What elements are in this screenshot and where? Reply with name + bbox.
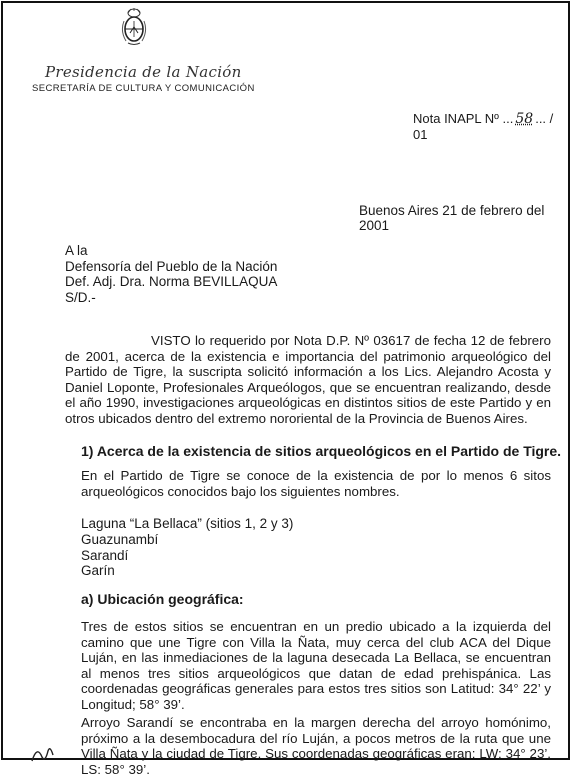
list-item: Guazunambí	[81, 531, 159, 547]
addressee-line: Defensoría del Pueblo de la Nación	[65, 258, 278, 274]
note-dots-before: ...	[502, 111, 514, 126]
location-paragraph-2: Arroyo Sarandí se encontraba en la margen derecha del arroyo homónimo, próximo a la desembocadura del río Luján, a pocos metros de la ruta que une Villa Ñata y la ciudad de Tigre. Sus coordenadas geográficas eran; LW; 34° 23’, LS: 58° 39’.	[81, 715, 551, 777]
note-dots-after: ... / 01	[413, 111, 554, 142]
note-reference	[413, 111, 568, 142]
section-1-paragraph: En el Partido de Tigre se conoce de la existencia de por lo menos 6 sitos arqueológicos conocidos bajo los siguientes nombres.	[81, 468, 551, 499]
addressee-line: Def. Adj. Dra. Norma BEVILLAQUA	[65, 274, 278, 289]
letterhead-subtitle: SECRETARÍA DE CULTURA Y COMUNICACIÓN	[32, 83, 255, 94]
addressee-line: S/D.-	[65, 289, 96, 305]
sites-list	[81, 516, 293, 579]
list-item: Garín	[81, 563, 115, 579]
location-paragraph-1: Tres de estos sitios se encuentran en un predio ubicado a la izquierda del camino que une Tigre con Villa la Ñata, muy cerca del club ACA del Dique Luján, en las inmediaciones de la laguna desecada La Bellaca, se encuentran al menos tres sitios arqueológicos que datan de edad prehispánica. Las coordenadas geográficas generales para estos tres sitios son Latitud: 34° 22’ y Longitud; 58° 39’.	[81, 619, 551, 712]
signature-mark-icon	[29, 739, 69, 765]
letterhead-title: Presidencia de la Nación	[45, 63, 242, 81]
letter-date: Buenos Aires 21 de febrero del 2001	[359, 203, 545, 233]
list-item: Sarandí	[81, 547, 129, 563]
subsection-a-heading: a) Ubicación geográfica:	[81, 591, 244, 607]
addressee-block	[65, 243, 277, 305]
coat-of-arms-icon	[119, 7, 149, 47]
note-prefix: Nota INAPL Nº	[413, 111, 503, 126]
section-1-heading: 1) Acerca de la existencia de sitios arqueológicos en el Partido de Tigre.	[81, 443, 562, 459]
note-number: 58	[515, 111, 534, 127]
intro-paragraph: VISTO lo requerido por Nota D.P. Nº 03617 de fecha 12 de febrero de 2001, acerca de la existencia e importancia del patrimonio arqueológico del Partido de Tigre, la suscripta solicitó información a los Lics. Alejandro Acosta y Daniel Loponte, Profesionales Arqueólogos, que se encuentran realizando, desde el año 1990, investigaciones arqueológicas en distintos sitios de este Partido y en otros ubicados dentro del extremo nororiental de la Provincia de Buenos Aires.	[65, 333, 551, 426]
addressee-line: A la	[65, 243, 88, 258]
document-page	[1, 1, 570, 777]
list-item: Laguna “La Bellaca” (sitios 1, 2 y 3)	[81, 516, 294, 531]
